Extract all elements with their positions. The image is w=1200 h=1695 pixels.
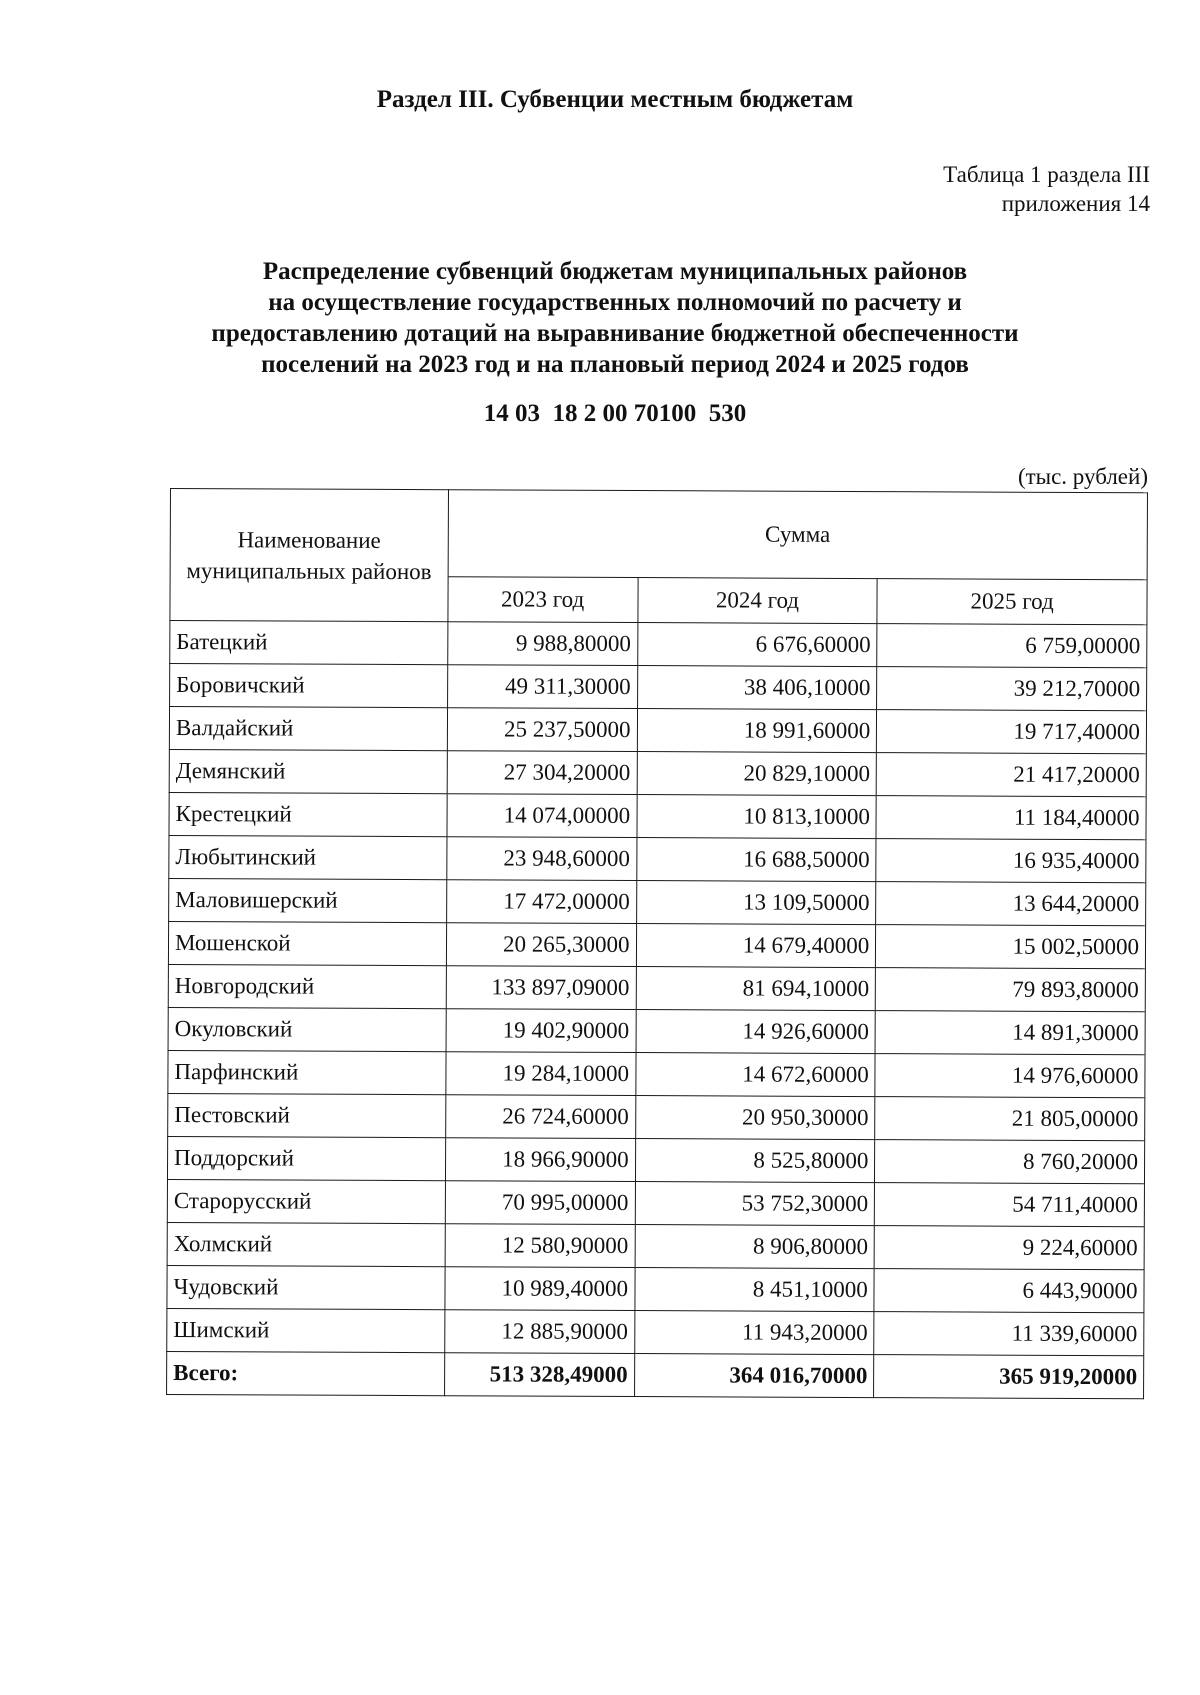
amount-2024: 8 906,80000: [635, 1225, 875, 1269]
amount-2025: 79 893,80000: [876, 968, 1146, 1012]
total-2025: 365 919,20000: [874, 1355, 1144, 1399]
amount-2025: 11 184,40000: [876, 796, 1146, 840]
district-name: Батецкий: [170, 621, 448, 665]
amount-2023: 19 284,10000: [446, 1052, 636, 1096]
header-district-name: Наименование муниципальных районов: [170, 489, 448, 622]
amount-2025: 8 760,20000: [875, 1140, 1145, 1184]
district-name: Валдайский: [169, 707, 447, 751]
district-name: Боровичский: [170, 664, 448, 708]
header-year-2025: 2025 год: [877, 579, 1147, 625]
amount-2024: 38 406,10000: [637, 666, 877, 710]
table-row: [167, 1222, 1144, 1269]
amount-2025: 54 711,40000: [875, 1183, 1145, 1227]
table-footer: [167, 1351, 1144, 1398]
amount-2025: 13 644,20000: [876, 882, 1146, 926]
amount-2025: 21 805,00000: [875, 1097, 1145, 1141]
district-name: Шимский: [167, 1308, 445, 1352]
table-row: [169, 792, 1146, 839]
total-2024: 364 016,70000: [634, 1354, 874, 1398]
amount-2024: 8 451,10000: [634, 1268, 874, 1312]
amount-2024: 53 752,30000: [635, 1182, 875, 1226]
district-name: Маловишерский: [169, 878, 447, 922]
subvention-table: [166, 488, 1148, 1399]
table-row: [170, 621, 1147, 668]
amount-2024: 10 813,10000: [637, 795, 877, 839]
amount-2023: 133 897,09000: [446, 966, 636, 1010]
amount-2025: 6 759,00000: [877, 624, 1147, 668]
header-sum: Сумма: [448, 490, 1148, 580]
section-title: Раздел III. Субвенции местным бюджетам: [376, 86, 854, 113]
table-reference-line-2: приложения 14: [1001, 191, 1150, 216]
amount-2025: 11 339,60000: [874, 1312, 1144, 1356]
district-name: Пестовский: [168, 1093, 446, 1137]
district-name: Мошенской: [168, 921, 446, 965]
amount-2023: 14 074,00000: [447, 794, 637, 838]
header-year-2023: 2023 год: [448, 577, 638, 623]
amount-2024: 8 525,80000: [635, 1139, 875, 1183]
amount-2023: 9 988,80000: [447, 622, 637, 666]
amount-2024: 14 672,60000: [635, 1053, 875, 1097]
amount-2024: 13 109,50000: [636, 881, 876, 925]
amount-2023: 23 948,60000: [446, 837, 636, 881]
table-row: [167, 1265, 1144, 1312]
table-reference-line-1: Таблица 1 раздела III: [943, 162, 1150, 187]
amount-2025: 16 935,40000: [876, 839, 1146, 883]
amount-2025: 21 417,20000: [876, 753, 1146, 797]
district-name: Любытинский: [169, 835, 447, 879]
amount-2023: 10 989,40000: [445, 1267, 635, 1311]
amount-2024: 81 694,10000: [636, 967, 876, 1011]
document-title-line-4: поселений на 2023 год и на плановый период 2024 и 2025 годов: [261, 351, 969, 378]
amount-2023: 26 724,60000: [445, 1095, 635, 1139]
amount-2024: 6 676,60000: [637, 623, 877, 667]
amount-2025: 15 002,50000: [876, 925, 1146, 969]
district-name: Чудовский: [167, 1265, 445, 1309]
amount-2023: 19 402,90000: [446, 1009, 636, 1053]
amount-2025: 19 717,40000: [877, 710, 1147, 754]
district-name: Новгородский: [168, 964, 446, 1008]
document-title-line-2: на осуществление государственных полномочий по расчету и: [268, 289, 962, 316]
units-label: (тыс. рублей): [1017, 464, 1148, 489]
table-row: [169, 707, 1146, 754]
amount-2023: 70 995,00000: [445, 1181, 635, 1225]
table-reference: [943, 160, 1150, 218]
amount-2025: 14 891,30000: [875, 1011, 1145, 1055]
amount-2023: 49 311,30000: [447, 665, 637, 709]
amount-2023: 27 304,20000: [447, 751, 637, 795]
total-row: [167, 1351, 1144, 1398]
document-title: [0, 256, 1200, 380]
amount-2024: 20 950,30000: [635, 1096, 875, 1140]
table-row: [168, 1093, 1145, 1140]
amount-2025: 14 976,60000: [875, 1054, 1145, 1098]
table-row: [169, 878, 1146, 925]
amount-2024: 16 688,50000: [636, 838, 876, 882]
total-2023: 513 328,49000: [444, 1353, 634, 1397]
district-name: Демянский: [169, 749, 447, 793]
table-row: [167, 1179, 1144, 1226]
document-title-line-3: предоставлению дотаций на выравнивание бюджетной обеспеченности: [211, 320, 1019, 347]
header-year-2024: 2024 год: [637, 578, 877, 624]
amount-2024: 18 991,60000: [637, 709, 877, 753]
district-name: Парфинский: [168, 1050, 446, 1094]
amount-2023: 17 472,00000: [446, 880, 636, 924]
amount-2023: 25 237,50000: [447, 708, 637, 752]
table-header: [170, 489, 1148, 625]
total-label: Всего:: [167, 1351, 445, 1395]
document-title-line-1: Распределение субвенций бюджетам муниципальных районов: [262, 258, 968, 285]
amount-2024: 20 829,10000: [637, 752, 877, 796]
header-row-1: [170, 489, 1147, 580]
table-row: [168, 1050, 1145, 1097]
district-name: Старорусский: [167, 1179, 445, 1223]
table-row: [168, 1007, 1145, 1054]
amount-2025: 6 443,90000: [874, 1269, 1144, 1313]
district-name: Поддорский: [167, 1136, 445, 1180]
amount-2023: 18 966,90000: [445, 1138, 635, 1182]
amount-2025: 39 212,70000: [877, 667, 1147, 711]
district-name: Окуловский: [168, 1007, 446, 1051]
amount-2023: 20 265,30000: [446, 923, 636, 967]
amount-2024: 11 943,20000: [634, 1311, 874, 1355]
budget-classification-code: 14 03 18 2 00 70100 530: [483, 400, 747, 427]
amount-2023: 12 580,90000: [445, 1224, 635, 1268]
table-row: [168, 921, 1145, 968]
table-row: [169, 835, 1146, 882]
amount-2024: 14 679,40000: [636, 924, 876, 968]
amount-2023: 12 885,90000: [444, 1310, 634, 1354]
table-row: [169, 749, 1146, 796]
amount-2024: 14 926,60000: [636, 1010, 876, 1054]
district-name: Крестецкий: [169, 792, 447, 836]
table-row: [167, 1308, 1144, 1355]
table-row: [167, 1136, 1144, 1183]
table-row: [170, 664, 1147, 711]
district-name: Холмский: [167, 1222, 445, 1266]
amount-2025: 9 224,60000: [874, 1226, 1144, 1270]
table-body: [167, 621, 1147, 1356]
table-row: [168, 964, 1145, 1011]
